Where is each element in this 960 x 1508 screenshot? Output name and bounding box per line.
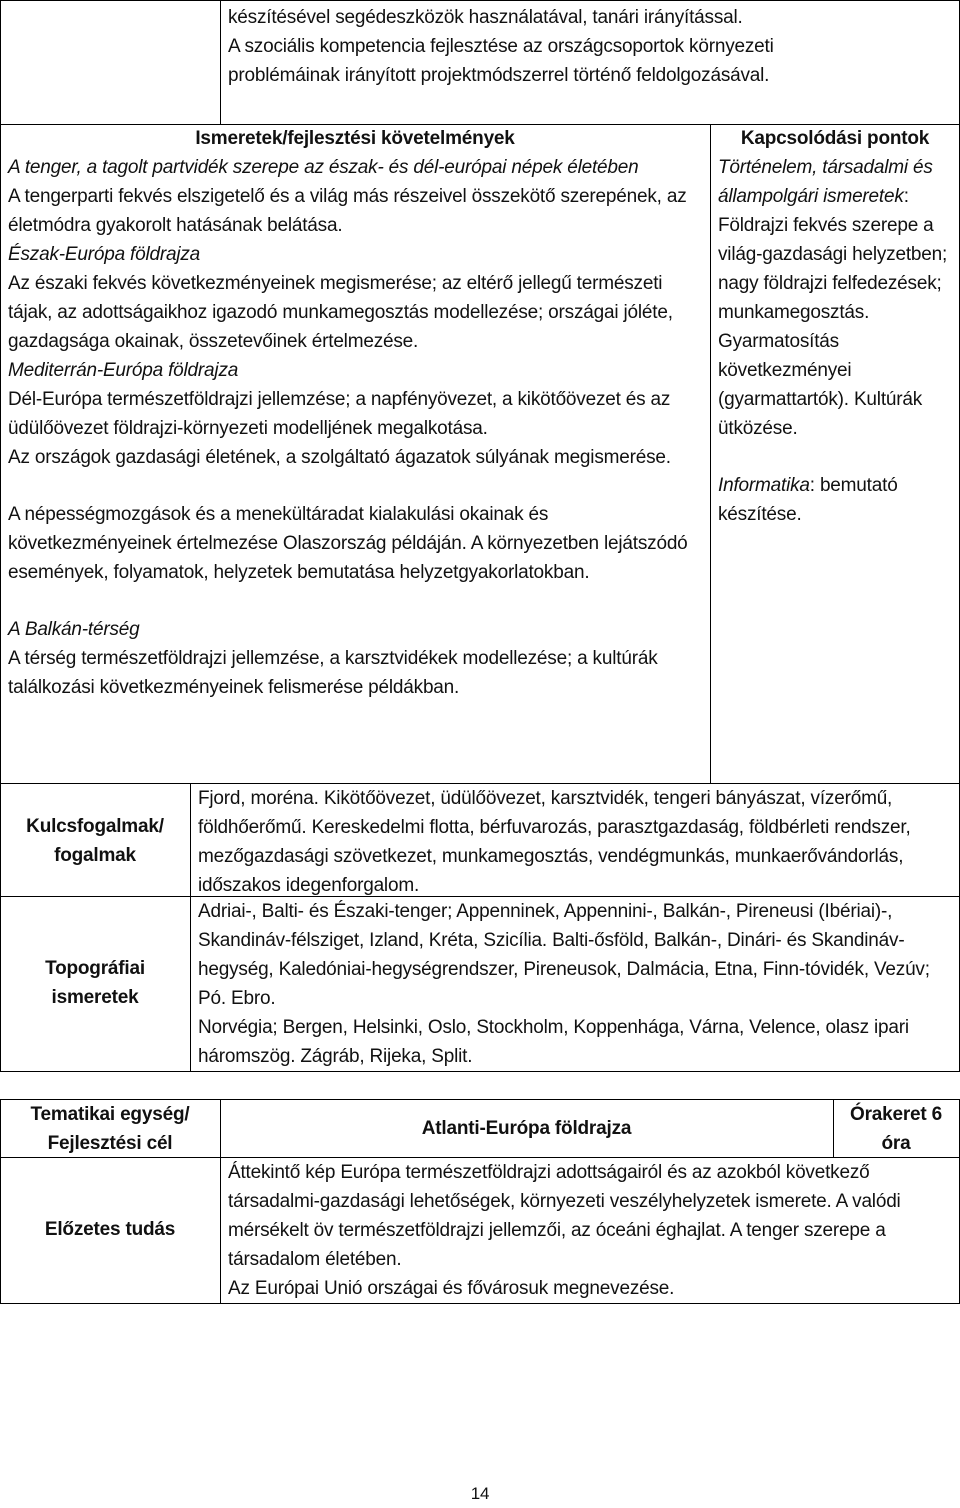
topography-block: Norvégia; Bergen, Helsinki, Oslo, Stockholm, Koppenhága, Várna, Velence, olasz ipari háromszög. Zágráb, Rijeka, Split.: [198, 1017, 909, 1067]
border: [0, 0, 960, 1]
requirement-block: Dél-Európa természetföldrajzi jellemzése; a napfényövezet, a kikötőövezet és az üdülőövezet földrajzi-környezeti modelljének megalkotása.: [8, 389, 671, 439]
connection-text: : bemutató készítése.: [718, 475, 898, 525]
border: [190, 783, 191, 1072]
section-title: A Balkán-térség: [8, 619, 140, 640]
requirement-block: A népességmozgások és a menekültáradat kialakulási okainak és következményeinek értelmezése Olaszország példáján. A környezetben lejátszódó események, folyamatok, helyzetek bemutatása helyzetgyakorlatokban.: [8, 504, 688, 583]
border: [0, 124, 1, 784]
label-line: Kulcsfogalmak/: [26, 816, 164, 837]
label-line: Fejlesztési cél: [47, 1133, 173, 1154]
goal-text: Áttekintő kép Európa természetföldrajzi adottságairól és az azokból következő társadalmi-gazdasági lehetőségek, környezeti veszélyhelyzetek ismerete. A valódi mérsékelt öv természetföldrajzi jellemzői, az óceáni éghajlat. A tenger szerepe a társadalom életében.: [228, 1162, 901, 1270]
text-line: A szociális kompetencia fejlesztése az országcsoportok környezeti: [228, 36, 774, 57]
label-line: fogalmak: [54, 845, 136, 866]
label-line: Órakeret 6: [849, 1104, 942, 1125]
topography-label: [0, 954, 190, 1012]
topography-text: [198, 897, 953, 1071]
keywords-label: [0, 812, 190, 870]
border: [710, 124, 711, 784]
label-line: Topográfiai: [45, 958, 145, 979]
label-line: óra: [881, 1133, 911, 1154]
text-line: problémáinak irányított projektmódszerrel történő feldolgozásával.: [228, 65, 770, 86]
label-line: ismeretek: [51, 987, 139, 1008]
section-title: Mediterrán-Európa földrajza: [8, 360, 239, 381]
unit-label: [0, 1100, 220, 1158]
keywords-text: Fjord, moréna. Kikötőövezet, üdülőövezet, karsztvidék, tengeri bányászat, vízerőmű, földhőerőmű. Kereskedelmi flotta, bérfuvarozás, parasztgazdaság, földbérleti rendszer, mezőgazdasági szövetkezet, munkamegosztás, vendégmunkás, munkaerővándorlás, időszakos idegenforgalom.: [198, 788, 911, 896]
border: [220, 0, 221, 125]
requirement-block: A tenger, a tagolt partvidék szerepe az észak- és dél-európai népek életében: [8, 157, 639, 178]
connections-content: [718, 153, 953, 529]
connection-history: [718, 153, 953, 443]
prior-label: Előzetes tudás: [44, 1219, 176, 1240]
subject-name: Informatika: [718, 475, 810, 496]
hours-label: [833, 1100, 959, 1158]
section-title: Észak-Európa földrajza: [8, 244, 201, 265]
border: [0, 0, 1, 125]
unit-title: Atlanti-Európa földrajza: [421, 1118, 632, 1139]
requirements-content: [8, 153, 708, 702]
connection-text: : Földrajzi fekvés szerepe a világ-gazdasági helyzetben; nagy földrajzi felfedezések; munkamegosztás. Gyarmatosítás következményei (gyarmattartók). Kultúrák ütközése.: [718, 186, 948, 439]
prior-text: Az Európai Unió országai és fővárosuk megnevezése.: [228, 1278, 675, 1299]
requirements-header: Ismeretek/fejlesztési követelmények: [195, 128, 515, 149]
top-cell-text: [228, 3, 953, 90]
label-line: Tematikai egység/: [30, 1104, 190, 1125]
connection-informatics: [718, 471, 953, 529]
connections-header: Kapcsolódási pontok: [740, 128, 930, 149]
page-number: 14: [470, 1484, 490, 1503]
requirement-block: A térség természetföldrajzi jellemzése, a karsztvidékek modellezése; a kultúrák találkozási következményeinek felismerése példákban.: [8, 648, 658, 698]
topography-block: Adriai-, Balti- és Északi-tenger; Appenninek, Appennini-, Balkán-, Pireneusi (Ibériai)-, Skandináv-félsziget, Izland, Kréta, Szicília. Balti-ősföld, Balkán-, Dinári- és Skandináv-hegység, Kaledóniai-hegységrendszer, Pireneusok, Dalmácia, Etna, Finn-tóvidék, Vezúv; Pó. Ebro.: [198, 901, 930, 1009]
subject-name: Történelem, társadalmi és állampolgári ismeretek: [718, 157, 933, 207]
border: [0, 1071, 960, 1072]
border: [0, 1303, 960, 1304]
unit-goal-content: [228, 1158, 954, 1303]
requirement-block: A tengerparti fekvés elszigetelő és a világ más részeivel összekötő szerepének, az életmódra gyakorolt hatásának belátása.: [8, 186, 687, 236]
text-line: készítésével segédeszközök használatával, tanári irányítással.: [228, 7, 743, 28]
requirement-block: Az országok gazdasági életének, a szolgáltató ágazatok súlyának megismerése.: [8, 447, 671, 468]
requirement-block: Az északi fekvés következményeinek megismerése; az eltérő jellegű természeti tájak, az adottságaikhoz igazodó munkamegosztás modellezése; országai jóléte, gazdagsága okainak, összetevőinek értelmezése.: [8, 273, 673, 352]
